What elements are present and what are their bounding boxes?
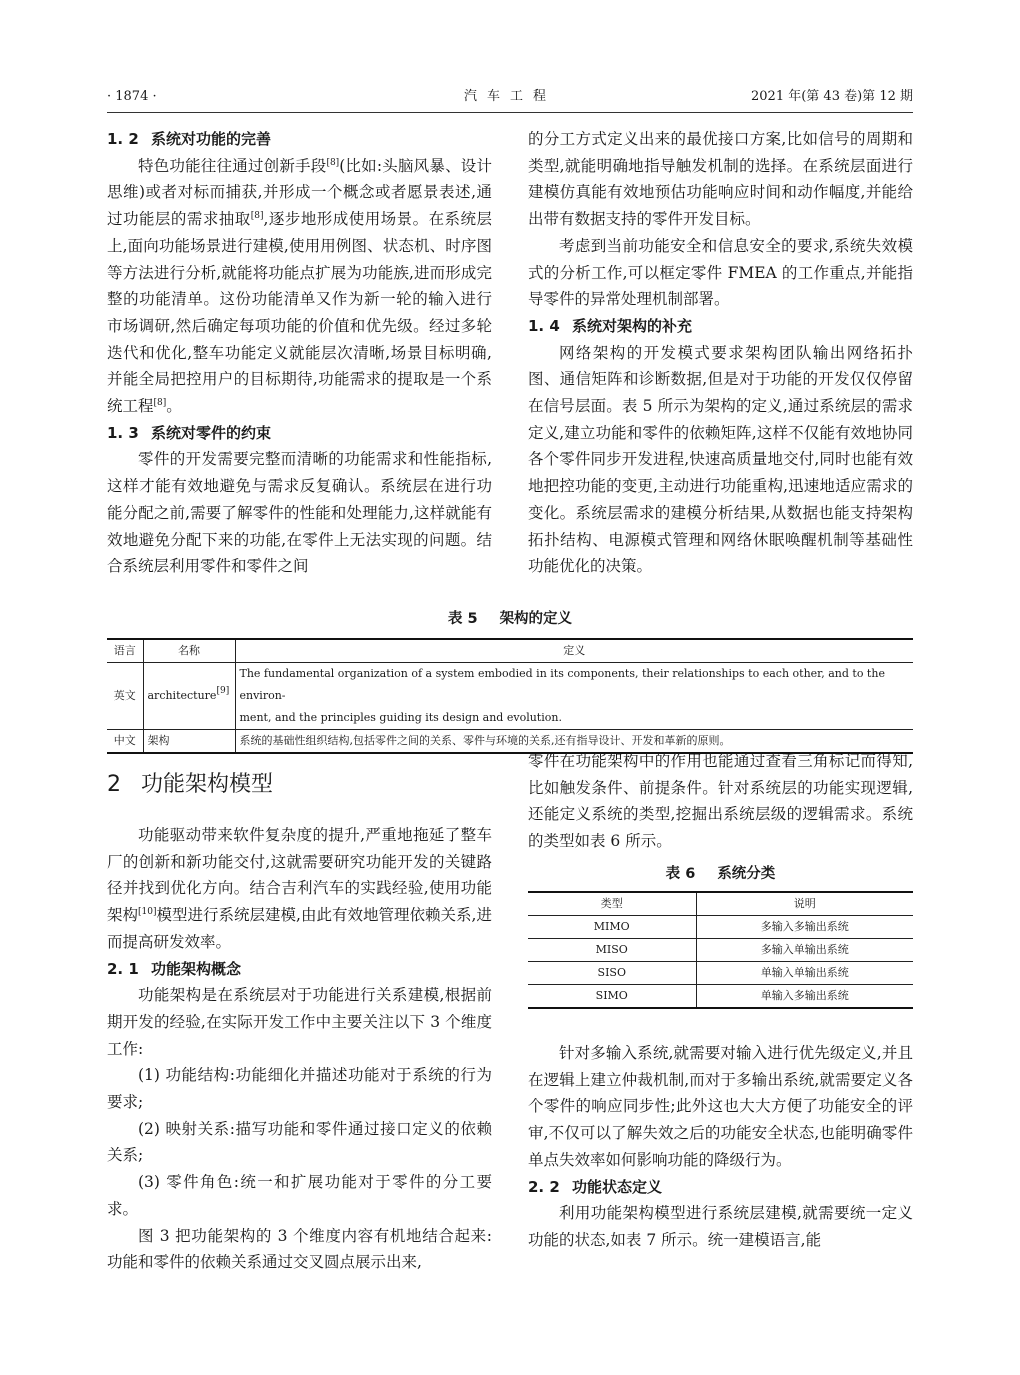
table5-cell-def: 系统的基础性组织结构,包括零件之间的关系、零件与环境的关系,还有指导设计、开发和革新的原则。 xyxy=(235,730,913,754)
table6-cell-type: MISO xyxy=(528,939,696,962)
right-column-bottom xyxy=(528,1040,913,1254)
paragraph-2-1-b: 图 3 把功能架构的 3 个维度内容有机地结合起来:功能和零件的依赖关系通过交叉圆点展示出来, xyxy=(107,1226,492,1272)
table-row xyxy=(107,663,913,730)
paragraph-2-2: 利用功能架构模型进行系统层建模,就需要统一定义功能的状态,如表 7 所示。统一建模语言,能 xyxy=(528,1204,913,1249)
table-row xyxy=(528,916,913,939)
paragraph-2-1-cont: 零件在功能架构中的作用也能通过查看三角标记而得知,比如触发条件、前提条件。针对系统层的功能实现逻辑,还能定义系统的类型,挖掘出系统层级的逻辑需求。系统的类型如表 6 所示。 xyxy=(528,752,913,851)
table6-cell-type: SISO xyxy=(528,962,696,985)
table5-header-def: 定义 xyxy=(235,639,913,663)
header-rule xyxy=(107,112,913,113)
table6-caption: 表 6 系统分类 xyxy=(665,866,776,882)
left-column-top xyxy=(107,126,492,580)
table5 xyxy=(107,638,913,754)
table-row xyxy=(528,962,913,985)
section-heading-2: 2 功能架构模型 xyxy=(107,772,274,797)
table6-header-type: 类型 xyxy=(528,892,696,916)
section-heading-1-3: 1. 3 系统对零件的约束 xyxy=(107,423,272,442)
table6-cell-desc: 多输入多输出系统 xyxy=(696,916,913,939)
table6-header-desc: 说明 xyxy=(696,892,913,916)
paragraph-1-3-b: 考虑到当前功能安全和信息安全的要求,系统失效模式的分析工作,可以框定零件 FMEA 的工作重点,并能指导零件的异常处理机制部署。 xyxy=(528,236,913,309)
section-heading-1-2: 1. 2 系统对功能的完善 xyxy=(107,130,272,148)
table5-cell-name: architecture[9] xyxy=(143,663,235,730)
page-number: · 1874 · xyxy=(107,89,157,104)
list-item: (3) 零件角色:统一和扩展功能对于零件的分工要求。 xyxy=(107,1173,492,1218)
table6-cell-desc: 单输入单输出系统 xyxy=(696,962,913,985)
table6 xyxy=(528,891,913,1009)
table-row xyxy=(528,985,913,1009)
table5-header-name: 名称 xyxy=(143,639,235,663)
paragraph-1-3: 零件的开发需要完整而清晰的功能需求和性能指标,这样才能有效地避免与需求反复确认。系统层在进行功能分配之前,需要了解零件的性能和处理能力,这样就能有效地避免分配下来的功能,在零件上无法实现的问题。结合系统层利用零件和零件之间 xyxy=(107,450,492,576)
list-item: (1) 功能结构:功能细化并描述功能对于系统的行为要求; xyxy=(107,1066,492,1112)
table5-header-lang: 语言 xyxy=(107,639,143,663)
citation-ref: [8] xyxy=(153,398,167,409)
section-heading-1-4: 1. 4 系统对架构的补充 xyxy=(528,316,693,335)
paragraph-1-4: 网络架构的开发模式要求架构团队输出网络拓扑图、通信矩阵和诊断数据,但是对于功能的开发仅仅停留在信号层面。表 5 所示为架构的定义,通过系统层的需求定义,建立功能和零件的依赖矩阵,这样不仅能有效地协同各个零件同步开发进程,快速高质量地交付,同时也能有效地把控功能的变更,主动进行功能重构,迅速地适应需求的变化。系统层需求的建模分析结果,从数据也能支持架构拓扑结构、电源模式管理和网络休眠唤醒机制等基础性功能优化的决策。 xyxy=(528,343,913,576)
table6-cell-type: MIMO xyxy=(528,916,696,939)
paragraph-1-3-cont: 的分工方式定义出来的最优接口方案,比如信号的周期和类型,就能明确地指导触发机制的选择。在系统层面进行建模仿真能有效地预估功能响应时间和动作幅度,并能给出带有数据支持的零件开发目标。 xyxy=(528,130,913,229)
table6-cell-desc: 单输入多输出系统 xyxy=(696,985,913,1009)
table6-cell-type: SIMO xyxy=(528,985,696,1009)
table5-cell-def: The fundamental organization of a system embodied in its components, their relationships to each other, and to the environ- ment, and the principles guiding its design and evolution. xyxy=(235,663,913,730)
table5-caption: 表 5 架构的定义 xyxy=(447,611,573,627)
journal-title: 汽车工程 xyxy=(463,89,556,104)
section-heading-2-1: 2. 1 功能架构概念 xyxy=(107,959,242,978)
citation-ref: [8] xyxy=(326,157,340,168)
table5-cell-name: 架构 xyxy=(143,730,235,754)
citation-ref: [10] xyxy=(138,907,157,918)
citation-ref: [8] xyxy=(250,211,264,222)
paragraph-2: 功能驱动带来软件复杂度的提升,严重地拖延了整车厂的创新和新功能交付,这就需要研究功能开发的关键路径并找到优化方向。结合吉利汽车的实践经验,使用功能架构[10]模型进行系统层建模,由此有效地管理依赖关系,进而提高研发效率。 xyxy=(107,826,492,951)
right-column-top xyxy=(528,126,913,580)
list-item: (2) 映射关系:描写功能和零件通过接口定义的依赖关系; xyxy=(107,1119,492,1165)
table-row xyxy=(528,939,913,962)
paragraph-2-1-c: 针对多输入系统,就需要对输入进行优先级定义,并且在逻辑上建立仲裁机制,而对于多输出系统,就需要定义各个零件的响应同步性;此外这也大大方便了功能安全的评审,不仅可以了解失效之后的功能安全状态,也能明确零件单点失效率如何影响功能的降级行为。 xyxy=(528,1044,913,1169)
table5-cell-lang: 英文 xyxy=(107,663,143,730)
paragraph-1-2: 特色功能往往通过创新手段[8](比如:头脑风暴、设计思维)或者对标而捕获,并形成一个概念或者愿景表述,通过功能层的需求抽取[8],逐步地形成使用场景。在系统层上,面向功能场景进行建模,使用用例图、状态机、时序图等方法进行分析,就能将功能点扩展为功能族,进而形成完整的功能清单。这份功能清单又作为新一轮的输入进行市场调研,然后确定每项功能的价值和优先级。经过多轮迭代和优化,整车功能定义就能层次清晰,场景目标明确,并能全局把控用户的目标期待,功能需求的提取是一个系统工程[8]。 xyxy=(107,156,492,416)
paragraph-2-1: 功能架构是在系统层对于功能进行关系建模,根据前期开发的经验,在实际开发工作中主要关注以下 3 个维度工作: xyxy=(107,986,492,1058)
issue-info: 2021 年(第 43 卷)第 12 期 xyxy=(751,89,913,104)
table5-cell-lang: 中文 xyxy=(107,730,143,754)
running-header xyxy=(107,86,913,108)
citation-ref: [9] xyxy=(216,686,230,696)
left-column-bottom xyxy=(107,822,492,1276)
section-heading-2-2: 2. 2 功能状态定义 xyxy=(528,1177,663,1196)
table6-cell-desc: 多输入单输出系统 xyxy=(696,939,913,962)
right-column-mid xyxy=(528,748,913,855)
